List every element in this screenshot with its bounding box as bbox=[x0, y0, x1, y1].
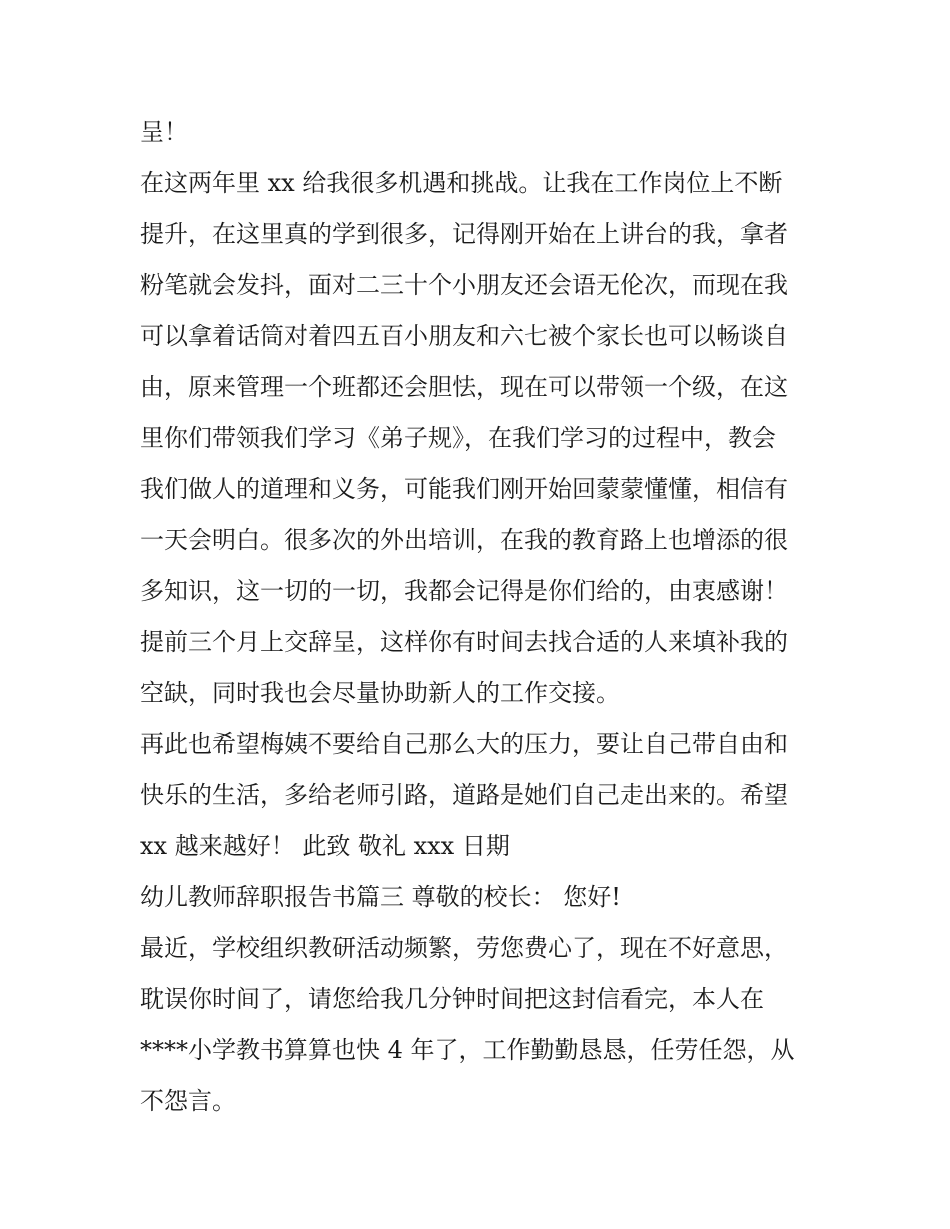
text-line: 耽误你时间了，请您给我几分钟时间把这封信看完，本人在 bbox=[140, 985, 764, 1013]
text-line: 快乐的生活，多给老师引路，道路是她们自己走出来的。希望 bbox=[140, 781, 788, 809]
text-line: 我们做人的道理和义务，可能我们刚开始回蒙蒙懂懂，相信有 bbox=[140, 475, 788, 503]
text-line: xx 越来越好！ 此致 敬礼 xxx 日期 bbox=[140, 832, 510, 860]
text-line: 提升，在这里真的学到很多，记得刚开始在上讲台的我，拿者 bbox=[140, 220, 788, 248]
text-line: 不怨言。 bbox=[140, 1087, 236, 1115]
document-body bbox=[140, 107, 820, 1127]
text-line: 可以拿着话筒对着四五百小朋友和六七被个家长也可以畅谈自 bbox=[140, 322, 788, 350]
text-line: 提前三个月上交辞呈，这样你有时间去找合适的人来填补我的 bbox=[140, 628, 788, 656]
text-line: 在这两年里 xx 给我很多机遇和挑战。让我在工作岗位上不断 bbox=[140, 169, 783, 197]
text-line: 多知识，这一切的一切，我都会记得是你们给的，由衷感谢！ bbox=[140, 577, 788, 605]
text-line: 一天会明白。很多次的外出培训，在我的教育路上也增添的很 bbox=[140, 526, 788, 554]
text-line: 再此也希望梅姨不要给自己那么大的压力，要让自己带自由和 bbox=[140, 730, 788, 758]
text-line: 粉笔就会发抖，面对二三十个小朋友还会语无伦次，而现在我 bbox=[140, 271, 788, 299]
section-heading-line: 幼儿教师辞职报告书篇三 尊敬的校长： 您好! bbox=[140, 883, 621, 911]
text-line: ****小学教书算算也快 4 年了，工作勤勤恳恳，任劳任怨，从 bbox=[140, 1036, 795, 1064]
text-line: 由，原来管理一个班都还会胆怯，现在可以带领一个级，在这 bbox=[140, 373, 788, 401]
text-line: 里你们带领我们学习《弟子规》，在我们学习的过程中，教会 bbox=[140, 424, 776, 452]
text-line: 呈！ bbox=[140, 118, 188, 146]
text-line: 空缺，同时我也会尽量协助新人的工作交接。 bbox=[140, 679, 620, 707]
text-line: 最近，学校组织教研活动频繁，劳您费心了，现在不好意思， bbox=[140, 934, 788, 962]
